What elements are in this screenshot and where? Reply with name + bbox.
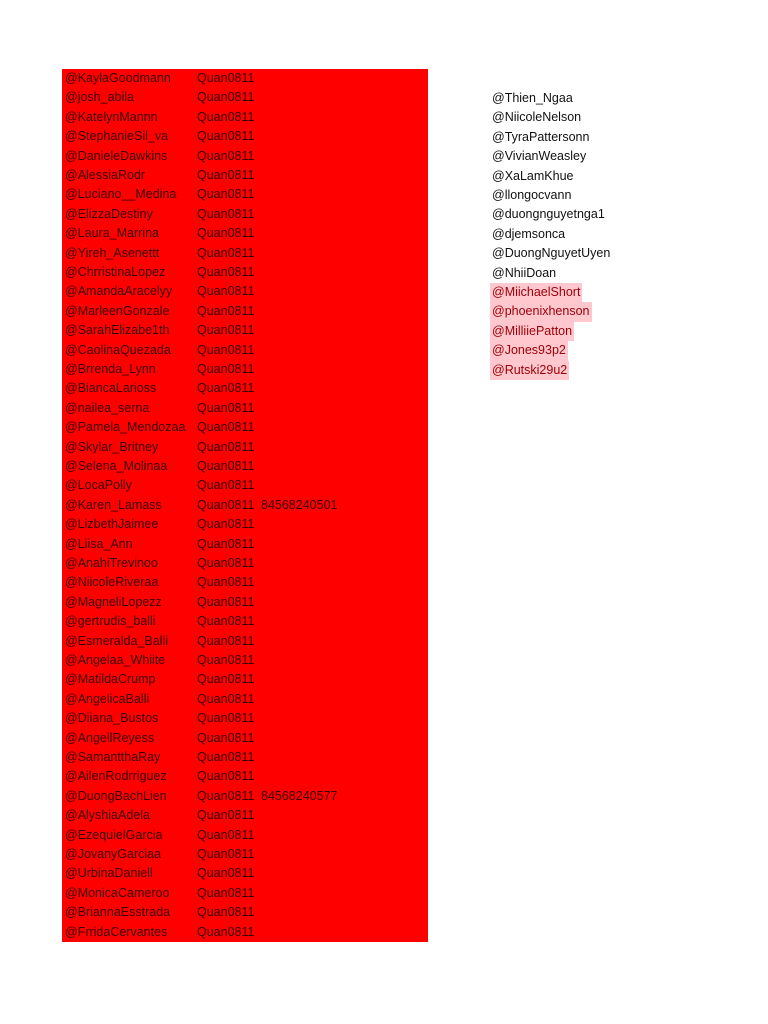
row-handle: @MatildaCrump	[65, 672, 156, 687]
row-code: Quan0811	[197, 206, 255, 221]
list-row	[62, 476, 428, 495]
list-row	[62, 496, 428, 515]
row-code: Quan0811	[197, 148, 255, 163]
list-row	[62, 282, 428, 301]
duplicate-handle: @MiichaelShort	[490, 283, 582, 302]
row-code: Quan0811	[197, 769, 255, 784]
row-handle: @Skylar_Britney	[65, 439, 159, 454]
row-handle: @ChrristinaLopez	[65, 265, 166, 279]
list-handle: @TyraPattersonn	[492, 129, 590, 144]
row-code: Quan0811	[197, 691, 255, 706]
row-handle: @Diiana_Bustos	[65, 711, 159, 726]
list-handle: @XaLamKhue	[492, 168, 574, 183]
row-code: Quan0811	[197, 905, 255, 920]
list-handle: @NiicoleNelson	[492, 110, 582, 125]
row-handle: @AlyshiaAdela	[65, 808, 150, 823]
row-code: Quan0811	[197, 303, 255, 318]
duplicate-handle: @phoenixhenson	[490, 302, 592, 321]
list-row	[62, 573, 428, 592]
row-handle: @Yireh_Asenettt	[65, 245, 160, 260]
list-handle: @DuongNguyetUyen	[492, 246, 611, 261]
row-code: Quan0811	[197, 497, 255, 512]
row-code: Quan0811	[197, 71, 255, 85]
list-row	[62, 709, 428, 728]
row-code: Quan0811	[197, 187, 255, 202]
row-handle: @nailea_serna	[65, 400, 150, 415]
row-handle: @Luciano__Medina	[65, 187, 177, 202]
row-code: Quan0811	[197, 730, 255, 745]
row-code: Quan0811	[197, 808, 255, 823]
list-row	[62, 399, 428, 418]
row-handle: @DuongBachLien	[65, 788, 167, 803]
row-code: Quan0811	[197, 362, 255, 376]
list-row	[62, 593, 428, 612]
row-code: Quan0811	[197, 711, 255, 726]
row-code: Quan0811	[197, 109, 255, 124]
list-row	[62, 224, 428, 243]
row-code: Quan0811	[197, 633, 255, 648]
list-row	[62, 360, 428, 379]
row-code: Quan0811	[197, 672, 255, 687]
red-highlighted-list	[62, 69, 428, 942]
row-handle: @MarleenGonzale	[65, 303, 170, 318]
list-row	[62, 670, 428, 689]
row-handle: @Angelaa_Whiite	[65, 653, 166, 667]
list-handle: @VivianWeasley	[492, 149, 587, 164]
row-code: Quan0811	[197, 168, 255, 182]
row-code: Quan0811	[197, 653, 255, 667]
list-handle: @djemsonca	[492, 226, 566, 241]
row-code: Quan0811	[197, 847, 255, 861]
row-code: Quan0811	[197, 866, 255, 881]
row-handle: @SarahElizabe1th	[65, 323, 170, 338]
row-handle: @Karen_Lamass	[65, 497, 162, 512]
row-handle: @BriannaEsstrada	[65, 905, 171, 920]
row-handle: @Liisa_Ann	[65, 536, 133, 551]
row-code: Quan0811	[197, 245, 255, 260]
row-handle: @StephanieSil_va	[65, 129, 169, 144]
row-handle: @AilenRodrriguez	[65, 769, 167, 784]
row-code: Quan0811	[197, 226, 255, 241]
list-row	[62, 88, 428, 107]
row-code: Quan0811	[197, 323, 255, 338]
row-code: Quan0811	[197, 788, 255, 803]
row-code: Quan0811	[197, 284, 255, 299]
list-row	[62, 729, 428, 748]
row-handle: @AmandaAracelyy	[65, 284, 173, 299]
list-row	[62, 438, 428, 457]
row-handle: @BiancaLarioss	[65, 381, 157, 396]
list-row	[62, 690, 428, 709]
list-handle: @Thien_Ngaa	[492, 91, 573, 105]
row-handle: @AngellReyess	[65, 730, 155, 745]
list-handle: @NhiiDoan	[492, 265, 557, 280]
row-handle: @EzequielGarcia	[65, 827, 163, 842]
row-handle: @NiicoleRiveraa	[65, 575, 159, 590]
duplicate-handle: @Jones93p2	[490, 341, 568, 360]
list-row	[62, 923, 428, 942]
row-handle: @FrridaCervantes	[65, 924, 168, 939]
list-row	[62, 418, 428, 437]
list-row	[62, 205, 428, 224]
row-code: Quan0811	[197, 517, 255, 532]
list-row	[62, 845, 428, 864]
row-code: Quan0811	[197, 129, 255, 144]
list-row	[62, 806, 428, 825]
list-row	[62, 302, 428, 321]
row-handle: @CaolinaQuezada	[65, 342, 171, 357]
row-code: Quan0811	[197, 885, 255, 900]
row-extra-number: 84568240501	[261, 497, 338, 512]
row-handle: @ElizzaDestiny	[65, 206, 153, 221]
row-code: Quan0811	[197, 594, 255, 609]
list-row	[62, 147, 428, 166]
row-code: Quan0811	[197, 924, 255, 939]
list-row	[62, 612, 428, 631]
row-extra-number: 84568240577	[261, 788, 338, 803]
row-handle: @gertrudis_balli	[65, 614, 156, 629]
list-row	[62, 321, 428, 340]
row-code: Quan0811	[197, 265, 255, 279]
list-row	[62, 457, 428, 476]
list-row	[62, 632, 428, 651]
row-code: Quan0811	[197, 536, 255, 551]
duplicate-handle: @Rutski29u2	[490, 361, 569, 380]
row-handle: @LocaPolly	[65, 478, 132, 493]
row-handle: @AngelicaBalli	[65, 691, 150, 706]
list-row	[62, 651, 428, 670]
row-code: Quan0811	[197, 478, 255, 493]
list-row	[62, 554, 428, 573]
row-handle: @MagneliLopezz	[65, 594, 162, 609]
duplicate-handle: @MilliiePatton	[490, 322, 574, 341]
row-code: Quan0811	[197, 381, 255, 396]
list-row	[62, 535, 428, 554]
list-row	[62, 515, 428, 534]
row-handle: @SamantthaRay	[65, 750, 161, 764]
list-row	[62, 826, 428, 845]
row-code: Quan0811	[197, 439, 255, 454]
row-handle: @KatelynMannn	[65, 109, 158, 124]
list-row	[62, 69, 428, 88]
row-handle: @josh_abila	[65, 90, 134, 105]
list-row	[62, 185, 428, 204]
list-row	[62, 903, 428, 922]
list-row	[62, 864, 428, 883]
list-row	[62, 787, 428, 806]
row-code: Quan0811	[197, 575, 255, 590]
row-handle: @LizbethJaimee	[65, 517, 159, 532]
list-row	[62, 767, 428, 786]
row-handle: @KaylaGoodmann	[65, 71, 171, 85]
list-row	[62, 127, 428, 146]
row-code: Quan0811	[197, 400, 255, 415]
row-code: Quan0811	[197, 342, 255, 357]
row-code: Quan0811	[197, 827, 255, 842]
list-handle: @duongnguyetnga1	[492, 207, 605, 222]
row-handle: @Laura_Marrina	[65, 226, 159, 241]
list-row	[62, 341, 428, 360]
list-row	[62, 244, 428, 263]
list-handle: @llongocvann	[492, 188, 572, 202]
row-handle: @DanieleDawkins	[65, 148, 168, 163]
row-handle: @Brrenda_Lynn	[65, 362, 156, 376]
list-row	[62, 263, 428, 282]
list-row	[62, 166, 428, 185]
row-code: Quan0811	[197, 90, 255, 105]
row-code: Quan0811	[197, 420, 255, 435]
row-code: Quan0811	[197, 459, 255, 473]
row-code: Quan0811	[197, 556, 255, 570]
row-handle: @UrbinaDaniell	[65, 866, 153, 881]
row-handle: @Selena_Molinaa	[65, 459, 168, 473]
row-handle: @AnahiTrevinoo	[65, 556, 158, 570]
row-handle: @Pamela_Mendozaa	[65, 420, 186, 435]
row-code: Quan0811	[197, 750, 255, 764]
list-row	[62, 748, 428, 767]
row-handle: @AlessiaRodr	[65, 168, 146, 182]
row-handle: @JovanyGarciaa	[65, 847, 162, 861]
row-code: Quan0811	[197, 614, 255, 629]
row-handle: @Esmeralda_Balli	[65, 633, 169, 648]
row-handle: @MonicaCameroo	[65, 885, 170, 900]
list-row	[62, 379, 428, 398]
list-row	[62, 108, 428, 127]
list-row	[62, 884, 428, 903]
